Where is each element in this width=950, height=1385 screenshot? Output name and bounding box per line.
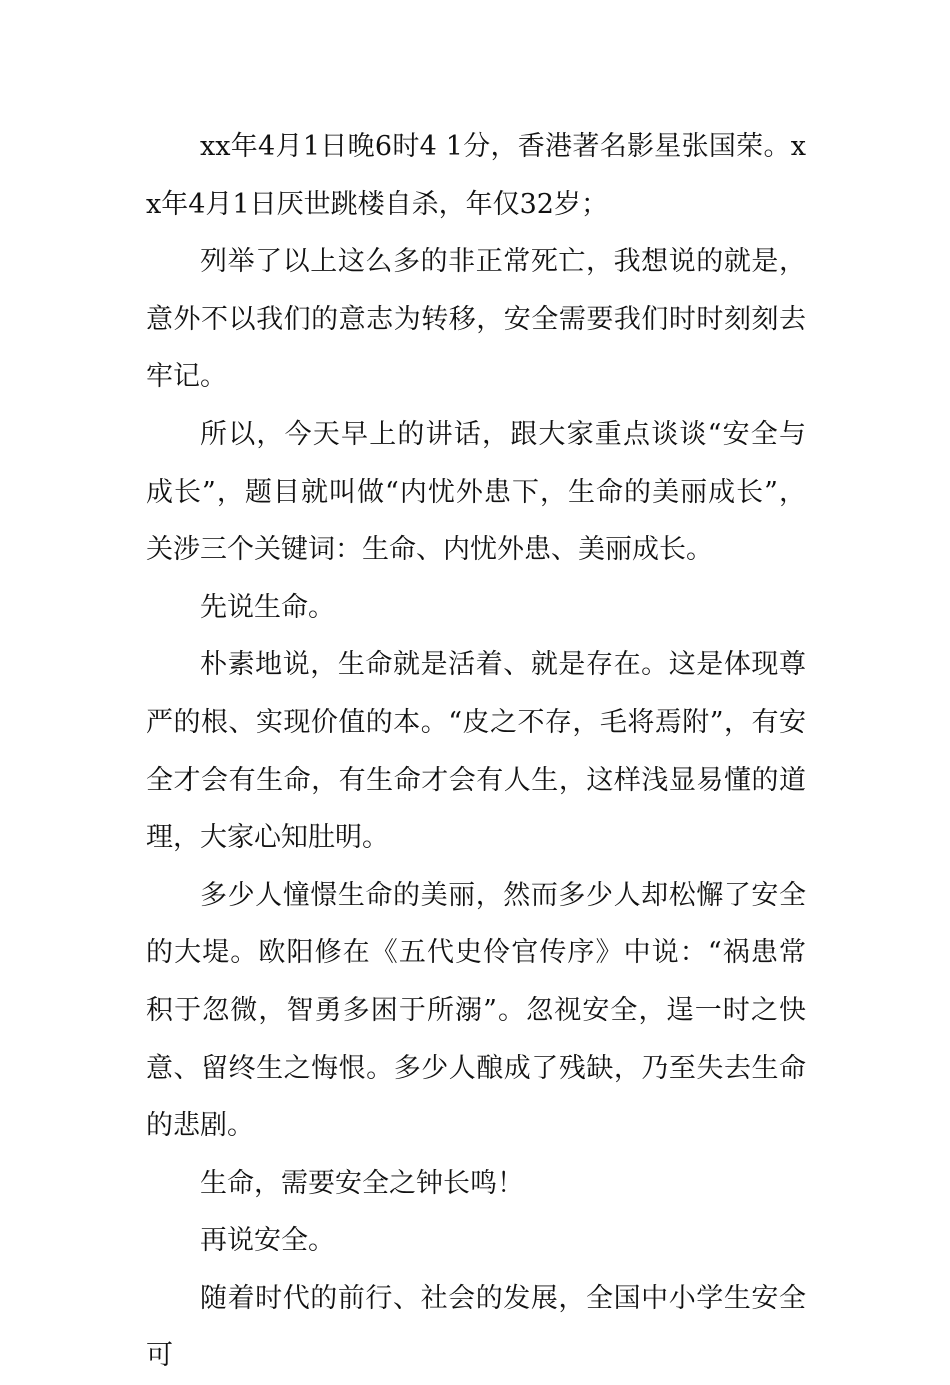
document-body <box>146 118 806 1385</box>
paragraph-7: 生命，需要安全之钟长鸣！ <box>200 1167 524 1199</box>
paragraph-8: 再说安全。 <box>200 1225 335 1257</box>
paragraph-4: 先说生命。 <box>200 591 335 623</box>
paragraph-2: 列举了以上这么多的非正常死亡，我想说的就是，意外不以我们的意志为转移，安全需要我们时时刻刻去牢记。 <box>146 246 806 393</box>
paragraph-3: 所以，今天早上的讲话，跟大家重点谈谈“安全与成长”，题目就叫做“内忧外患下，生命的美丽成长”，关涉三个关键词：生命、内忧外患、美丽成长。 <box>146 418 806 566</box>
paragraph-1: xx年4月1日晚6时4 1分，香港著名影星张国荣。xx年4月1日厌世跳楼自杀，年仅32岁； <box>146 131 806 220</box>
paragraph-9: 随着时代的前行、社会的发展，全国中小学生安全可 <box>146 1282 806 1372</box>
paragraph-6: 多少人憧憬生命的美丽，然而多少人却松懈了安全的大堤。欧阳修在《五代史伶官传序》中说：“祸患常积于忽微，智勇多困于所溺”。忽视安全，逞一时之快意、留终生之悔恨。多少人酿成了残缺，乃至失去生命的悲剧。 <box>146 879 806 1142</box>
paragraph-5: 朴素地说，生命就是活着、就是存在。这是体现尊严的根、实现价值的本。“皮之不存，毛将焉附”，有安全才会有生命，有生命才会有人生，这样浅显易懂的道理，大家心知肚明。 <box>146 649 806 854</box>
